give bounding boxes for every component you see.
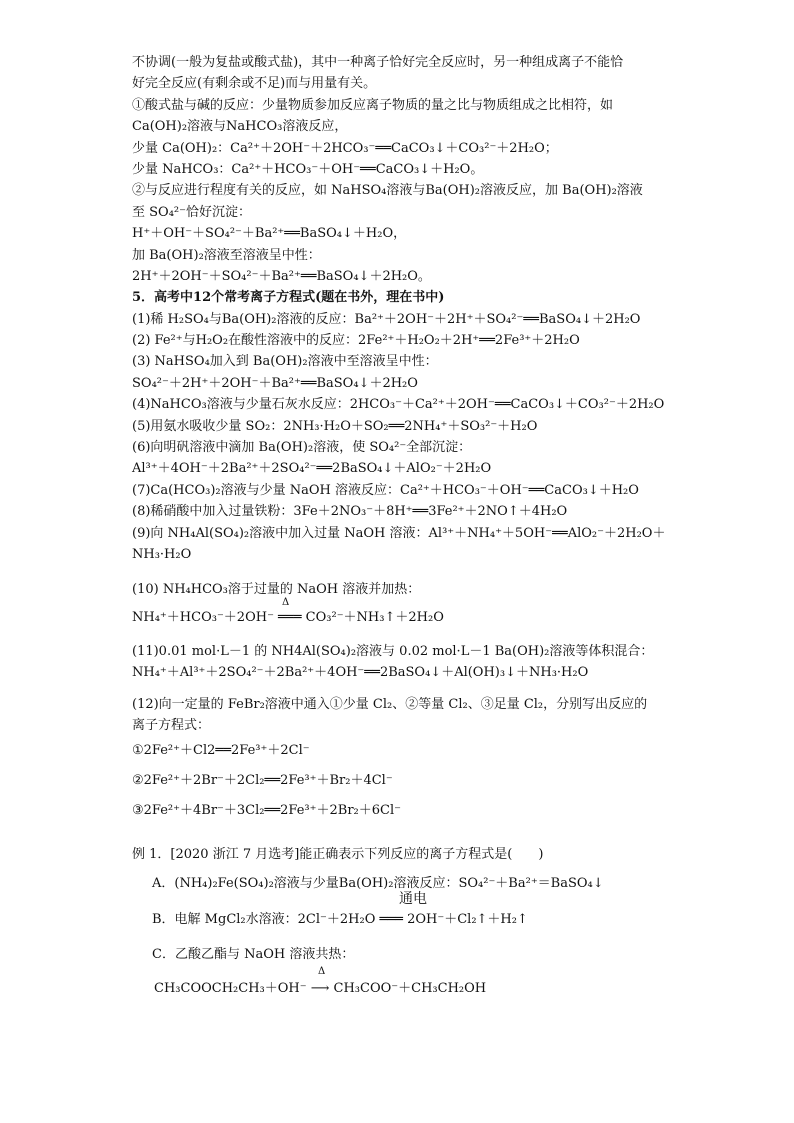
equation-line bbox=[132, 596, 672, 631]
list-item: (12)向一定量的 FeBr₂溶液中通入①少量 Cl₂、②等量 Cl₂、③足量 Cl₂，分别写出反应的 bbox=[132, 696, 648, 712]
text-line: 至 SO₄²⁻恰好沉淀： bbox=[132, 204, 251, 220]
option-b bbox=[132, 890, 672, 938]
option-a: A．(NH₄)₂Fe(SO₄)₂溶液与少量Ba(OH)₂溶液反应：SO₄²⁻＋Ba²⁺＝BaSO₄↓ bbox=[152, 875, 604, 891]
list-item: (9)向 NH₄Al(SO₄)₂溶液中加入过量 NaOH 溶液：Al³⁺＋NH₄⁺＋5OH⁻══AlO₂⁻＋2H₂O＋ bbox=[132, 525, 666, 541]
list-item: (10) NH₄HCO₃溶于过量的 NaOH 溶液并加热： bbox=[132, 582, 421, 598]
list-item: (1)稀 H₂SO₄与Ba(OH)₂溶液的反应：Ba²⁺＋2OH⁻＋2H⁺＋SO₄²⁻══BaSO₄↓＋2H₂O bbox=[132, 311, 641, 327]
text-line: ①酸式盐与碱的反应：少量物质参加反应离子物质的量之比与物质组成之比相符，如 bbox=[132, 97, 614, 113]
list-item: (5)用氨水吸收少量 SO₂：2NH₃·H₂O＋SO₂══2NH₄⁺＋SO₃²⁻＋H₂O bbox=[132, 418, 538, 434]
text-line: Ca(OH)₂溶液与NaHCO₃溶液反应， bbox=[132, 119, 348, 135]
electrolysis-label: 通电 bbox=[399, 890, 427, 907]
list-item: (4)NaHCO₃溶液与少量石灰水反应：2HCO₃⁻＋Ca²⁺＋2OH⁻══CaCO₃↓＋CO₃²⁻＋2H₂O bbox=[132, 397, 665, 413]
list-item: (11)0.01 mol·L－1 的 NH4Al(SO₄)₂溶液与 0.02 mol·L－1 Ba(OH)₂溶液等体积混合： bbox=[132, 643, 654, 659]
list-item: (3) NaHSO₄加入到 Ba(OH)₂溶液中至溶液呈中性： bbox=[132, 354, 438, 370]
equation-line: Al³⁺＋4OH⁻＋2Ba²⁺＋2SO₄²⁻══2BaSO₄↓＋AlO₂⁻＋2H₂O bbox=[132, 461, 492, 477]
text-line: 好完全反应(有剩余或不足)而与用量有关。 bbox=[132, 76, 377, 92]
option-b-text: B．电解 MgCl₂水溶液：2Cl⁻＋2H₂O ═══ 2OH⁻＋Cl₂↑＋H₂↑ bbox=[152, 911, 528, 927]
list-item: (6)向明矾溶液中滴加 Ba(OH)₂溶液，使 SO₄²⁻全部沉淀： bbox=[132, 440, 472, 456]
option-c-equation bbox=[132, 965, 672, 1006]
equation-line: ③2Fe²⁺＋4Br⁻＋3Cl₂══2Fe³⁺＋2Br₂＋6Cl⁻ bbox=[132, 803, 401, 819]
equation-line: 少量 Ca(OH)₂：Ca²⁺＋2OH⁻＋2HCO₃⁻══CaCO₃↓＋CO₃²⁻＋2H₂O； bbox=[132, 140, 558, 156]
equation-line: ①2Fe²⁺＋Cl2══2Fe³⁺＋2Cl⁻ bbox=[132, 743, 310, 759]
equation-line: 2H⁺＋2OH⁻＋SO₄²⁻＋Ba²⁺══BaSO₄↓＋2H₂O。 bbox=[132, 268, 431, 284]
equation-line: NH₄⁺＋Al³⁺＋2SO₄²⁻＋2Ba²⁺＋4OH⁻══2BaSO₄↓＋Al(OH)₃↓＋NH₃·H₂O bbox=[132, 665, 589, 681]
equation-line: SO₄²⁻＋2H⁺＋2OH⁻＋Ba²⁺══BaSO₄↓＋2H₂O bbox=[132, 375, 418, 391]
equation-line: 少量 NaHCO₃：Ca²⁺＋HCO₃⁻＋OH⁻══CaCO₃↓＋H₂O。 bbox=[132, 161, 484, 177]
option-c: C．乙酸乙酯与 NaOH 溶液共热： bbox=[152, 946, 355, 962]
equation-line: ②2Fe²⁺＋2Br⁻＋2Cl₂══2Fe³⁺＋Br₂＋4Cl⁻ bbox=[132, 773, 393, 789]
list-item: (2) Fe²⁺与H₂O₂在酸性溶液中的反应：2Fe²⁺＋H₂O₂＋2H⁺══2Fe³⁺＋2H₂O bbox=[132, 333, 580, 349]
example-title: 例 1．[2020 浙江 7 月选考]能正确表示下列反应的离子方程式是( ) bbox=[132, 847, 544, 863]
text-line: 不协调(一般为复盐或酸式盐)，其中一种离子恰好完全反应时，另一种组成离子不能恰 bbox=[132, 55, 624, 70]
list-item: (7)Ca(HCO₃)₂溶液与少量 NaOH 溶液反应：Ca²⁺＋HCO₃⁻＋OH⁻══CaCO₃↓＋H₂O bbox=[132, 482, 639, 498]
equation-line: H⁺＋OH⁻＋SO₄²⁻＋Ba²⁺══BaSO₄↓＋H₂O， bbox=[132, 226, 407, 242]
text-line: 离子方程式： bbox=[132, 717, 211, 733]
section-heading: 5．高考中12个常考离子方程式(题在书外，理在书中) bbox=[132, 290, 445, 306]
heat-symbol: Δ bbox=[318, 965, 326, 977]
equation-text: CH₃COOCH₂CH₃＋OH⁻ ⟶ CH₃COO⁻＋CH₃CH₂OH bbox=[154, 980, 487, 996]
text-line: 加 Ba(OH)₂溶液至溶液呈中性： bbox=[132, 247, 321, 263]
equation-text: NH₄⁺＋HCO₃⁻＋2OH⁻ ═══ CO₃²⁻＋NH₃↑＋2H₂O bbox=[132, 609, 444, 625]
document-page bbox=[132, 52, 672, 1006]
text-line: ②与反应进行程度有关的反应，如 NaHSO₄溶液与Ba(OH)₂溶液反应，加 Ba(OH)₂溶液 bbox=[132, 183, 643, 199]
list-item: (8)稀硝酸中加入过量铁粉：3Fe＋2NO₃⁻＋8H⁺══3Fe²⁺＋2NO↑＋4H₂O bbox=[132, 504, 568, 520]
equation-line: NH₃·H₂O bbox=[132, 546, 192, 562]
heat-symbol: Δ bbox=[282, 596, 290, 608]
